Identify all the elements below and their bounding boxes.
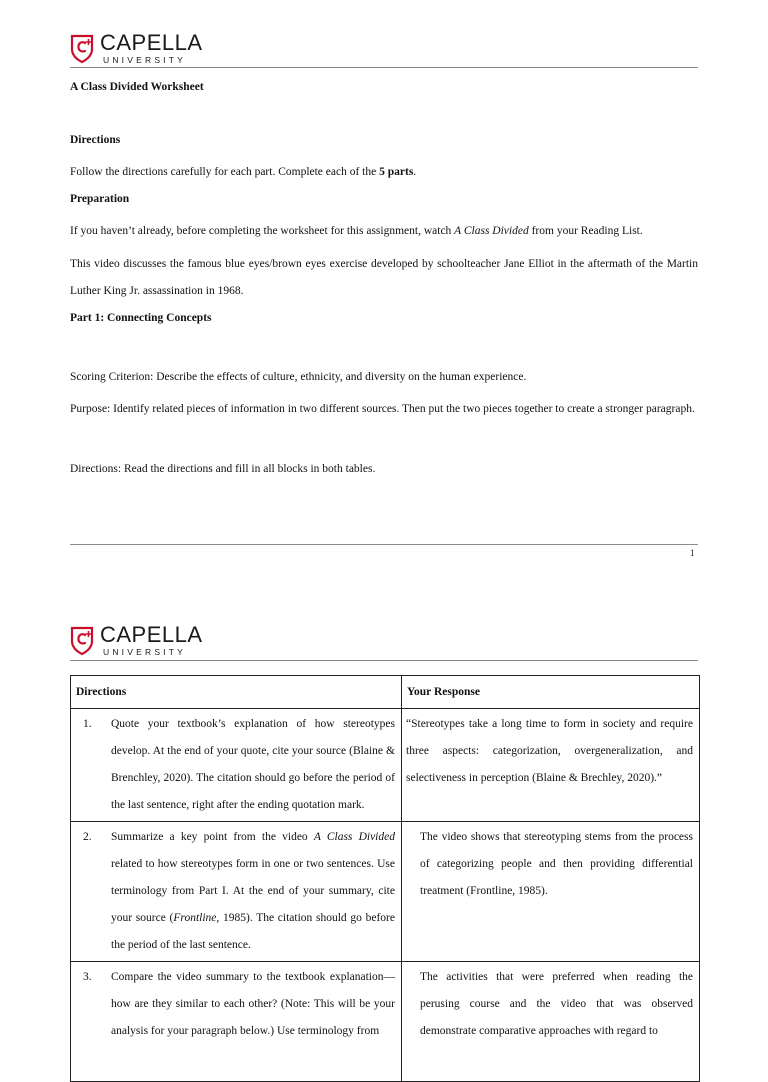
concepts-table xyxy=(70,675,700,1082)
scoring-criterion: Scoring Criterion: Describe the effects of culture, ethnicity, and diversity on the human experience. xyxy=(70,371,527,383)
part1-heading: Part 1: Connecting Concepts xyxy=(70,312,212,324)
page-number: 1 xyxy=(690,548,695,558)
table-row xyxy=(71,709,700,822)
header-rule xyxy=(70,67,698,68)
table-row xyxy=(71,822,700,962)
video-description: This video discusses the famous blue eyes/brown eyes exercise developed by schoolteacher Jane Elliot in the aftermath of the Martin Luther King Jr. assassination in 1968. xyxy=(70,258,698,297)
table-header-row xyxy=(71,676,700,709)
item-number: 3. xyxy=(83,971,92,983)
direction-cell xyxy=(71,709,402,822)
capella-shield-logo-icon xyxy=(70,33,94,63)
logo-subtitle: UNIVERSITY xyxy=(103,55,187,65)
header-rule-page-2 xyxy=(70,660,698,661)
table-row xyxy=(71,962,700,1082)
response-text: The video shows that stereotyping stems from the process of categorizing people and then providing differential treatment (Frontline, 1985). xyxy=(420,831,693,897)
item-number: 2. xyxy=(83,831,92,843)
response-text: The activities that were preferred when reading the perusing course and the video that was observed demonstrate comparative approaches with regard to xyxy=(420,971,693,1037)
response-cell[interactable] xyxy=(402,962,700,1082)
table-directions: Directions: Read the directions and fill in all blocks in both tables. xyxy=(70,463,376,475)
response-cell[interactable] xyxy=(402,709,700,822)
directions-heading: Directions xyxy=(70,134,121,146)
preparation-text: If you haven’t already, before completing the worksheet for this assignment, watch A Class Divided from your Reading List. xyxy=(70,225,643,237)
column-header-directions: Directions xyxy=(71,676,402,709)
footer-rule xyxy=(70,544,698,545)
logo-subtitle: UNIVERSITY xyxy=(103,647,187,657)
capella-logo xyxy=(70,32,203,65)
direction-text: Quote your textbook’s explanation of how stereotypes develop. At the end of your quote, cite your source (Blaine & Brenchley, 2020). The citation should go before the period of the last sentence, right after the ending quotation mark. xyxy=(111,718,395,811)
purpose-text: Purpose: Identify related pieces of information in two different sources. Then put the two pieces together to create a stronger paragraph. xyxy=(70,403,695,415)
direction-cell xyxy=(71,962,402,1082)
preparation-heading: Preparation xyxy=(70,193,130,205)
direction-cell xyxy=(71,822,402,962)
response-cell[interactable] xyxy=(402,822,700,962)
worksheet-title: A Class Divided Worksheet xyxy=(70,81,204,93)
column-header-response: Your Response xyxy=(402,676,700,709)
response-text: “Stereotypes take a long time to form in society and require three aspects: categorization, overgeneralization, and selectiveness in perception (Blaine & Brechley, 2020).” xyxy=(406,718,693,784)
capella-shield-logo-icon xyxy=(70,625,94,655)
direction-text: Compare the video summary to the textbook explanation—how are they similar to each other? (Note: This will be your analysis for your paragraph below.) Use terminology from xyxy=(111,971,395,1037)
logo-name: CAPELLA xyxy=(100,30,203,55)
directions-text: Follow the directions carefully for each part. Complete each of the 5 parts. xyxy=(70,166,417,178)
capella-logo-page-2 xyxy=(70,624,203,657)
logo-name: CAPELLA xyxy=(100,622,203,647)
direction-text: Summarize a key point from the video A Class Divided related to how stereotypes form in one or two sentences. Use terminology from Part I. At the end of your summary, cite your source (Frontline, 1985). The citation should go before the period of the last sentence. xyxy=(111,831,395,951)
item-number: 1. xyxy=(83,718,92,730)
